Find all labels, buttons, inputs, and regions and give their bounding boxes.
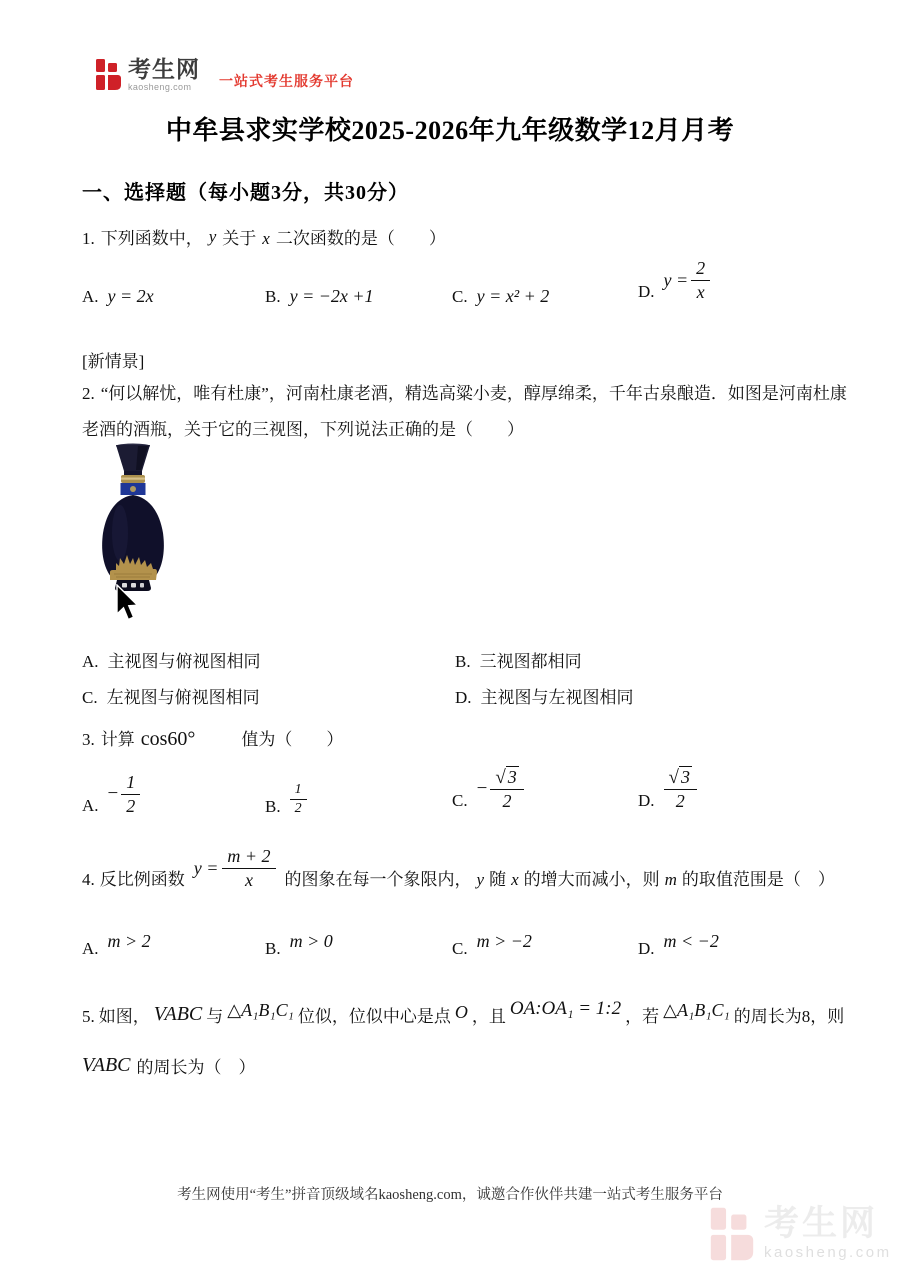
brand-tagline: 一站式考生服务平台 <box>219 73 354 89</box>
option-label: C. <box>452 287 468 306</box>
stem-text: 值为（ ） <box>241 730 344 749</box>
question-4-stem <box>82 846 835 890</box>
stem-text: 下列函数中， <box>100 229 203 248</box>
option-label: D. <box>638 939 655 958</box>
fraction-numerator <box>490 766 523 790</box>
option-math: y = x² + 2 <box>476 286 550 306</box>
option-math <box>664 766 697 811</box>
fraction-numerator: 1 <box>290 782 307 800</box>
option-math: m > 2 <box>107 931 151 951</box>
q1-option-a <box>82 286 154 307</box>
q2-option-d <box>455 683 634 708</box>
option-text: 主视图与左视图相同 <box>480 688 634 707</box>
option-math: y = 2x <box>107 286 154 306</box>
option-text: 三视图都相同 <box>479 652 582 671</box>
stem-text: 的周长为（ ） <box>136 1058 256 1077</box>
stem-text: 如图， <box>98 1007 150 1026</box>
footer-note: 考生网使用“考生”拼音顶级域名kaosheng.com，诚邀合作伙伴共建一站式考生服务平台 <box>177 1187 723 1203</box>
minus-sign: − <box>107 783 119 805</box>
question-number: 5. <box>82 1007 95 1026</box>
option-label: C. <box>452 939 468 958</box>
option-label: A. <box>82 796 99 816</box>
question-1-stem <box>82 224 446 249</box>
stem-text: 随 <box>489 870 507 890</box>
fraction-denominator: 2 <box>294 801 302 817</box>
q3-option-a <box>82 772 140 816</box>
q1-option-c <box>452 286 549 307</box>
question-2-stem-line2 <box>82 415 524 440</box>
option-math: m > −2 <box>476 931 532 951</box>
stem-text: 老酒的酒瓶，关于它的三视图，下列说法正确的是（ ） <box>82 420 524 439</box>
math-triangle-a1b1c1: △A₁B₁C₁ <box>663 1000 730 1020</box>
question-3-stem <box>82 725 343 751</box>
option-text: 左视图与俯视图相同 <box>106 688 260 707</box>
option-math <box>290 782 307 817</box>
fraction-denominator: 2 <box>502 790 512 811</box>
math-pre: y = <box>193 857 219 878</box>
option-math: m > 0 <box>289 931 333 951</box>
option-label: B. <box>265 939 281 958</box>
q3-option-d <box>638 766 697 811</box>
kaosheng-watermark <box>710 1206 892 1267</box>
math-var-m: m <box>664 870 677 890</box>
radical-sign: √ <box>495 767 506 788</box>
option-math: m < −2 <box>663 931 719 951</box>
q2-option-b <box>455 647 582 672</box>
radicand: 3 <box>507 767 517 787</box>
fraction-denominator: x <box>244 869 253 890</box>
fraction-numerator: 1 <box>121 772 140 795</box>
fraction-denominator: 2 <box>126 795 136 816</box>
option-math <box>664 258 711 302</box>
q3-option-c <box>452 766 524 811</box>
page-title: 中牟县求实学校2025-2026年九年级数学12月月考 <box>165 116 735 145</box>
liquor-bottle-image <box>86 441 182 598</box>
stem-text: ，且 <box>471 1007 506 1026</box>
option-label: C. <box>82 688 98 707</box>
option-label: B. <box>265 797 281 817</box>
math-triangle-abc: VABC <box>82 1054 131 1076</box>
option-label: D. <box>455 688 472 707</box>
math-var-x: x <box>511 870 519 890</box>
question-2-stem-line1 <box>82 379 847 404</box>
fraction-denominator: 2 <box>675 790 685 811</box>
option-label: B. <box>455 652 471 671</box>
option-math <box>477 766 524 811</box>
question-number: 2. <box>82 384 95 403</box>
option-label: A. <box>82 287 99 306</box>
math-var-y: y <box>208 227 217 246</box>
fraction-numerator: m + 2 <box>222 846 275 869</box>
section-heading: 一、选择题（每小题3分，共30分） <box>82 182 409 204</box>
brand-logo-icon <box>96 58 121 96</box>
math-var-y: y <box>476 870 485 890</box>
question-5-stem-line2 <box>82 1053 256 1079</box>
stem-text: 的图象在每一个象限内， <box>284 870 472 890</box>
q2-option-c <box>82 683 260 708</box>
option-label: A. <box>82 652 99 671</box>
stem-text: 关于 <box>222 229 257 248</box>
math-triangle-abc: VABC <box>153 1003 203 1025</box>
q1-option-b <box>265 286 374 307</box>
q4-option-c <box>452 931 532 959</box>
radicand: 3 <box>680 767 690 787</box>
watermark-domain: kaosheng.com <box>764 1244 892 1261</box>
watermark-name: 考生网 <box>764 1204 879 1243</box>
stem-text: 位似，位似中心是点 <box>297 1007 451 1026</box>
question-number: 4. <box>82 870 95 890</box>
brand-name: 考生网 <box>128 56 200 82</box>
q2-option-a <box>82 647 261 672</box>
stem-text: “何以解忧，唯有杜康”，河南杜康老酒，精选高粱小麦，醇厚绵柔，千年古泉酿造．如图是河南杜康 <box>100 384 847 403</box>
mouse-cursor-icon <box>112 584 142 629</box>
fraction <box>290 782 307 817</box>
stem-text: 二次函数的是（ ） <box>275 229 446 248</box>
math-cos60: cos60° <box>140 728 196 750</box>
math-ratio: OA:OA₁ = 1:2 <box>509 998 622 1019</box>
option-math: y = −2x +1 <box>289 286 374 306</box>
question-number: 1. <box>82 229 95 248</box>
fraction <box>222 846 275 890</box>
stem-text: 计算 <box>100 730 135 749</box>
scene-tag <box>82 347 144 372</box>
fraction <box>121 772 140 816</box>
option-label: B. <box>265 287 281 306</box>
radical-sign: √ <box>668 767 679 788</box>
math-pre: y = <box>663 269 689 290</box>
brand-domain: kaosheng.com <box>128 82 192 92</box>
kaosheng-logo <box>96 58 354 96</box>
fraction <box>490 766 523 811</box>
question-5-stem-line1 <box>82 998 845 1028</box>
fraction <box>691 258 710 302</box>
fraction <box>664 766 697 811</box>
question-number: 3. <box>82 730 95 749</box>
fraction-numerator <box>664 766 697 790</box>
q4-option-b <box>265 931 333 959</box>
stem-text: 与 <box>206 1007 224 1026</box>
watermark-logo-icon <box>710 1206 754 1267</box>
stem-text: ，若 <box>625 1007 660 1026</box>
stem-text: 的取值范围是（ ） <box>681 870 835 890</box>
option-label: D. <box>638 791 655 811</box>
q3-option-b <box>265 782 307 817</box>
inline-formula <box>194 846 276 890</box>
option-math <box>108 772 141 816</box>
option-label: C. <box>452 791 468 811</box>
option-label: D. <box>638 282 655 302</box>
stem-text: 的周长为8，则 <box>733 1007 845 1026</box>
math-var-x: x <box>262 229 270 248</box>
stem-text: 的增大而减小，则 <box>523 870 660 890</box>
fraction-numerator: 2 <box>691 258 710 281</box>
option-text: 主视图与俯视图相同 <box>107 652 261 671</box>
q4-option-a <box>82 931 151 959</box>
fraction-denominator: x <box>696 281 705 302</box>
q4-option-d <box>638 931 719 959</box>
stem-text: 反比例函数 <box>99 870 185 890</box>
option-label: A. <box>82 939 99 958</box>
q1-option-d <box>638 258 710 302</box>
minus-sign: − <box>476 777 488 799</box>
scene-tag-text: [新情景] <box>82 352 145 371</box>
math-triangle-a1b1c1: △A₁B₁C₁ <box>227 1000 294 1020</box>
math-point-o: O <box>454 1002 468 1022</box>
